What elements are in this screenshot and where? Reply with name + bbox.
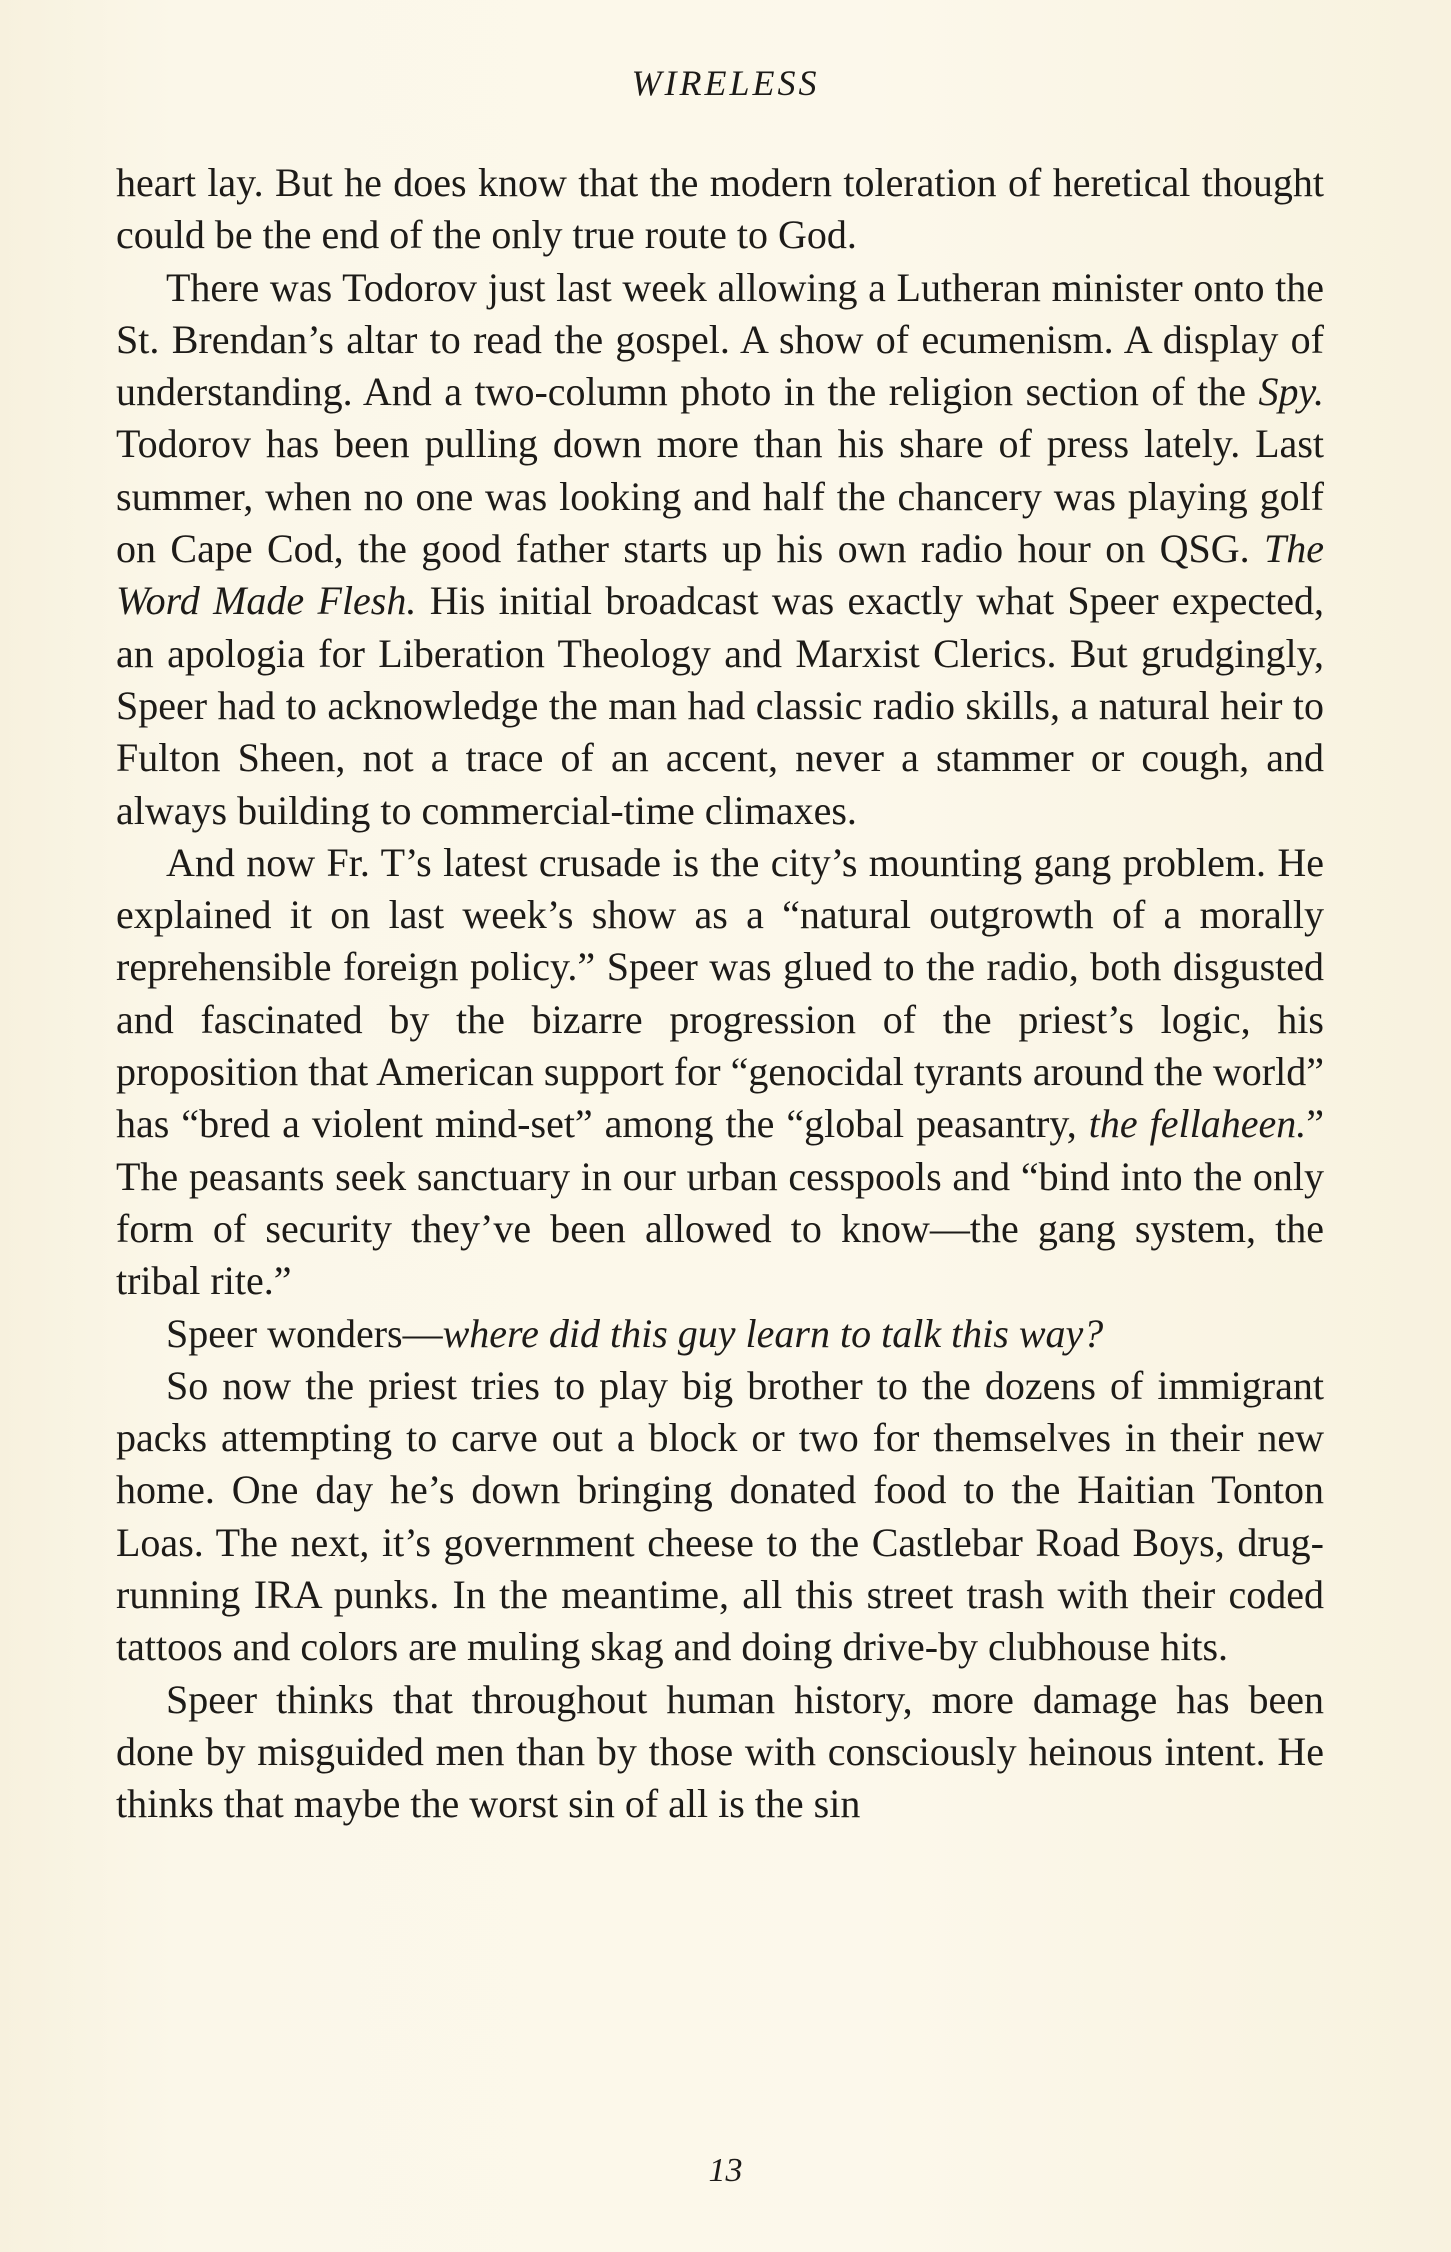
italic-text: where did this guy learn to talk this way? [442, 1310, 1104, 1356]
italic-text: the fellaheen. [1088, 1101, 1307, 1147]
italic-text: Spy. [1258, 369, 1324, 415]
paragraph [116, 837, 1324, 1308]
paragraph [116, 1360, 1324, 1674]
text-run: There was Todorov just last week allowing a Lutheran minister onto the St. Brendan’s altar to read the gospel. A show of ecumenism. A display of understanding. And a two-column photo in the religion section of the [116, 264, 1324, 415]
text-run: Speer thinks that throughout human history, more damage has been done by misguided men than by those with consciously heinous intent. He thinks that maybe the worst sin of all is the sin [116, 1676, 1324, 1827]
paragraph [116, 157, 1324, 262]
text-run: Speer wonders— [166, 1310, 443, 1356]
text-run: And now Fr. T’s latest crusade is the city’s mounting gang problem. He explained it on last week’s show as a “natural outgrowth of a morally reprehensible foreign policy.” Speer was glued to the radio, both disgusted and fascinated by the bizarre progression of the priest’s logic, his proposition that American support for “genocidal tyrants around the world” has “bred a violent mind-set” among the “global peasantry, [116, 839, 1324, 1147]
running-head: WIRELESS [631, 63, 820, 103]
text-run: ” The peasants seek sanctuary in our urban cesspools and “bind into the only form of security they’ve been allowed to know—the gang system, the tribal rite.” [116, 1101, 1324, 1304]
text-run: So now the priest tries to play big brother to the dozens of immigrant packs attempting to carve out a block or two for themselves in their new home. One day he’s down bringing donated food to the Haitian Tonton Loas. The next, it’s government cheese to the Castlebar Road Boys, drug-running IRA punks. In the meantime, all this street trash with their coded tattoos and colors are muling skag and doing drive-by clubhouse hits. [116, 1362, 1324, 1670]
paragraph [116, 1308, 1324, 1360]
paragraph [116, 1674, 1324, 1831]
text-run: His initial broadcast was exactly what Speer expected, an apologia for Liberation Theology and Marxist Clerics. But grudgingly, Speer had to acknowledge the man had classic radio skills, a natural heir to Fulton Sheen, not a trace of an accent, never a stammer or cough, and always building to commercial-time climaxes. [116, 578, 1324, 833]
text-run: heart lay. But he does know that the modern toleration of heretical thought could be the end of the only true route to God. [116, 160, 1324, 258]
italic-text: The Word Made Flesh. [116, 526, 1324, 624]
page-number: 13 [708, 2152, 743, 2189]
text-run: Todorov has been pulling down more than his share of press lately. Last summer, when no one was looking and half the chancery was playing golf on Cape Cod, the good father starts up his own radio hour on QSG. [116, 421, 1324, 572]
body-text [116, 157, 1324, 1831]
paragraph [116, 262, 1324, 837]
